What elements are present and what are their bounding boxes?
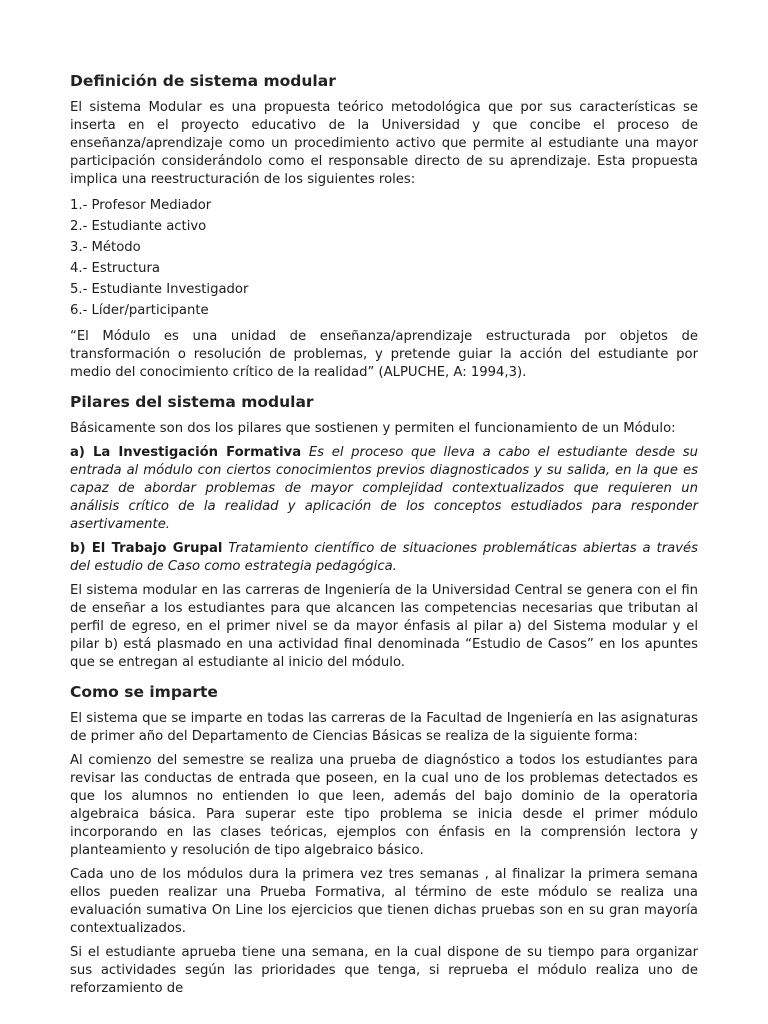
imparte-paragraph-3: Cada uno de los módulos dura la primera vez tres semanas , al finalizar la primera semana ellos pueden realizar una Prueba Formativa, al término de este módulo se realiza una evaluación sumativa On Line los ejercicios que tienen dichas pruebas son en su gran mayoría contextualizados. — [70, 867, 698, 936]
pillar-a — [70, 444, 698, 534]
section-title-definicion: Definición de sistema modular — [70, 72, 336, 90]
role-item: 2.- Estudiante activo — [70, 219, 207, 234]
definition-paragraph: El sistema Modular es una propuesta teórico metodológica que por sus características se inserta en el proyecto educativo de la Universidad y que concibe el proceso de enseñanza/aprendizaje como un procedimiento activo que permite al estudiante una mayor participación considerándolo como el responsable directo de su aprendizaje. Esta propuesta implica una reestructuración de los siguientes roles: — [70, 100, 698, 187]
role-item: 6.- Líder/participante — [70, 303, 209, 318]
document-page — [70, 70, 698, 1004]
role-item: 1.- Profesor Mediador — [70, 198, 212, 213]
pillar-b-label: b) El Trabajo Grupal — [70, 541, 223, 556]
role-item: 4.- Estructura — [70, 261, 160, 276]
pillar-a-description: Es el proceso que lleva a cabo el estudiante desde su entrada al módulo con ciertos conocimientos previos diagnosticados y su salida, en la que es capaz de abordar problemas de mayor complejidad contextualizados que requieren un análisis crítico de la realidad y aplicación de los conceptos estudiados para responder asertivamente. — [70, 445, 698, 532]
imparte-paragraph-4: Si el estudiante aprueba tiene una semana, en la cual dispone de su tiempo para organizar sus actividades según las prioridades que tenga, si reprueba el módulo realiza uno de reforzamiento de — [70, 945, 698, 996]
roles-list — [70, 195, 698, 321]
pillar-b-description: Tratamiento científico de situaciones problemáticas abiertas a través del estudio de Caso como estrategia pedagógica. — [70, 541, 698, 574]
role-item: 5.- Estudiante Investigador — [70, 282, 249, 297]
imparte-paragraph-2: Al comienzo del semestre se realiza una prueba de diagnóstico a todos los estudiantes para revisar las conductas de entrada que poseen, en la cual uno de los problemas detectados es que los alumnos no entienden lo que leen, además del bajo dominio de la operatoria algebraica básica. Para superar este tipo problema se inicia desde el primer módulo incorporando en las clases teóricas, ejemplos con énfasis en la comprensión lectora y planteamiento y resolución de tipo algebraico básico. — [70, 753, 698, 858]
pillar-a-label: a) La Investigación Formativa — [70, 445, 302, 460]
imparte-paragraph-1: El sistema que se imparte en todas las carreras de la Facultad de Ingeniería en las asignaturas de primer año del Departamento de Ciencias Básicas se realiza de la siguiente forma: — [70, 711, 698, 744]
role-item: 3.- Método — [70, 240, 141, 255]
pillars-intro: Básicamente son dos los pilares que sostienen y permiten el funcionamiento de un Módulo: — [70, 421, 676, 436]
section-title-como-se-imparte: Como se imparte — [70, 683, 218, 701]
pillars-body: El sistema modular en las carreras de Ingeniería de la Universidad Central se genera con el fin de enseñar a los estudiantes para que alcancen las competencias necesarias que tributan al perfil de egreso, en el primer nivel se da mayor énfasis al pilar a) del Sistema modular y el pilar b) está plasmado en una actividad final denominada “Estudio de Casos” en los apuntes que se entregan al estudiante al inicio del módulo. — [70, 583, 698, 670]
section-title-pilares: Pilares del sistema modular — [70, 393, 314, 411]
module-quote: “El Módulo es una unidad de enseñanza/aprendizaje estructurada por objetos de transformación o resolución de problemas, y pretende guiar la acción del estudiante por medio del conocimiento crítico de la realidad” (ALPUCHE, A: 1994,3). — [70, 329, 698, 380]
pillar-b — [70, 540, 698, 576]
